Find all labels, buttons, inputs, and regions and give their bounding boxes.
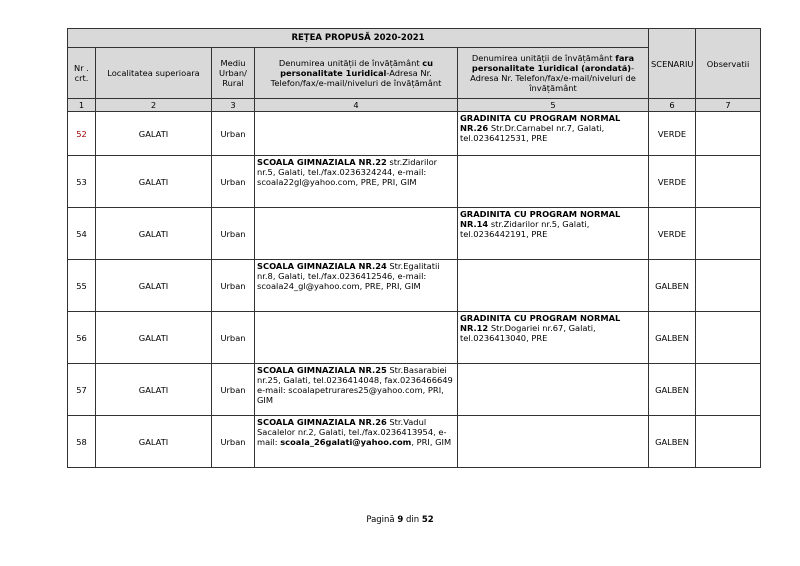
page-footer: Pagină 9 din 52: [366, 515, 434, 525]
header-mediu: Mediu Urban/ Rural: [212, 48, 255, 99]
row-unit-without-pj: [458, 156, 649, 208]
row-nr: 57: [68, 364, 96, 416]
row-observatii: [696, 312, 761, 364]
header-observatii: Observatii: [696, 29, 761, 99]
row-mediu: Urban: [212, 416, 255, 468]
row-localitate: GALATI: [96, 156, 212, 208]
row-scenariu: GALBEN: [649, 312, 696, 364]
row-unit-without-pj: [458, 364, 649, 416]
row-unit-with-pj: SCOALA GIMNAZIALA NR.24 Str.Egalitatii nr.8, Galati, tel./fax.0236412546, e-mail: scoala24_gl@yahoo.com, PRE, PRI, GIM: [255, 260, 458, 312]
row-unit-without-pj: GRADINITA CU PROGRAM NORMAL NR.14 str.Zidarilor nr.5, Galati, tel.0236442191, PRE: [458, 208, 649, 260]
row-nr: 53: [68, 156, 96, 208]
table-row: [68, 364, 761, 416]
row-observatii: [696, 260, 761, 312]
row-unit-with-pj: [255, 208, 458, 260]
row-localitate: GALATI: [96, 364, 212, 416]
network-table: [67, 28, 761, 468]
row-scenariu: GALBEN: [649, 416, 696, 468]
row-unit-without-pj: [458, 416, 649, 468]
table-title: REȚEA PROPUSĂ 2020-2021: [68, 29, 649, 48]
row-observatii: [696, 416, 761, 468]
row-unit-with-pj: SCOALA GIMNAZIALA NR.22 str.Zidarilor nr.5, Galati, tel./fax.0236324244, e-mail: scoala22gl@yahoo.com, PRE, PRI, GIM: [255, 156, 458, 208]
page-total: 52: [421, 515, 434, 525]
row-mediu: Urban: [212, 312, 255, 364]
row-scenariu: VERDE: [649, 208, 696, 260]
row-unit-with-pj: SCOALA GIMNAZIALA NR.26 Str.Vadul Sacalelor nr.2, Galati, tel./fax.0236413954, e-mail: scoala_26galati@yahoo.com, PRI, GIM: [255, 416, 458, 468]
row-nr: 52: [68, 112, 96, 156]
col-number: 5: [458, 99, 649, 112]
row-mediu: Urban: [212, 112, 255, 156]
row-nr: 55: [68, 260, 96, 312]
row-observatii: [696, 156, 761, 208]
row-scenariu: VERDE: [649, 156, 696, 208]
row-localitate: GALATI: [96, 260, 212, 312]
col-number: 2: [96, 99, 212, 112]
row-scenariu: VERDE: [649, 112, 696, 156]
row-nr: 58: [68, 416, 96, 468]
row-localitate: GALATI: [96, 112, 212, 156]
row-observatii: [696, 208, 761, 260]
row-unit-with-pj: [255, 312, 458, 364]
col-number: 1: [68, 99, 96, 112]
header-unit-without-legal-personality: Denumirea unității de învățământ fara personalitate 1uridical (arondată)-Adresa Nr. Telefon/fax/e-mail/niveluri de învățământ: [458, 48, 649, 99]
table-row: [68, 112, 761, 156]
table-row: [68, 260, 761, 312]
table-row: [68, 312, 761, 364]
row-unit-without-pj: [458, 260, 649, 312]
row-unit-with-pj: [255, 112, 458, 156]
table-row: [68, 416, 761, 468]
row-nr: 54: [68, 208, 96, 260]
row-localitate: GALATI: [96, 416, 212, 468]
header-nr: Nr . crt.: [68, 48, 96, 99]
table-row: [68, 156, 761, 208]
col-number: 7: [696, 99, 761, 112]
col-number: 6: [649, 99, 696, 112]
col-number: 3: [212, 99, 255, 112]
row-unit-with-pj: SCOALA GIMNAZIALA NR.25 Str.Basarabiei nr.25, Galati, tel.0236414048, fax.0236466649 e-mail: scoalapetrurares25@yahoo.com, PRI, GIM: [255, 364, 458, 416]
table-row: [68, 208, 761, 260]
header-unit-with-legal-personality: Denumirea unității de învățământ cu personalitate 1uridical-Adresa Nr. Telefon/fax/e-mail/niveluri de învățământ: [255, 48, 458, 99]
header-scenariu: SCENARIU: [649, 29, 696, 99]
row-unit-without-pj: GRADINITA CU PROGRAM NORMAL NR.12 Str.Dogariei nr.67, Galati, tel.0236413040, PRE: [458, 312, 649, 364]
row-unit-without-pj: GRADINITA CU PROGRAM NORMAL NR.26 Str.Dr.Carnabel nr.7, Galati, tel.0236412531, PRE: [458, 112, 649, 156]
row-mediu: Urban: [212, 364, 255, 416]
row-mediu: Urban: [212, 156, 255, 208]
row-observatii: [696, 364, 761, 416]
row-nr: 56: [68, 312, 96, 364]
row-scenariu: GALBEN: [649, 260, 696, 312]
col-number: 4: [255, 99, 458, 112]
row-localitate: GALATI: [96, 208, 212, 260]
row-observatii: [696, 112, 761, 156]
page-number: 9: [397, 515, 404, 525]
header-localitate: Localitatea superioara: [96, 48, 212, 99]
row-scenariu: GALBEN: [649, 364, 696, 416]
row-localitate: GALATI: [96, 312, 212, 364]
row-mediu: Urban: [212, 260, 255, 312]
row-mediu: Urban: [212, 208, 255, 260]
